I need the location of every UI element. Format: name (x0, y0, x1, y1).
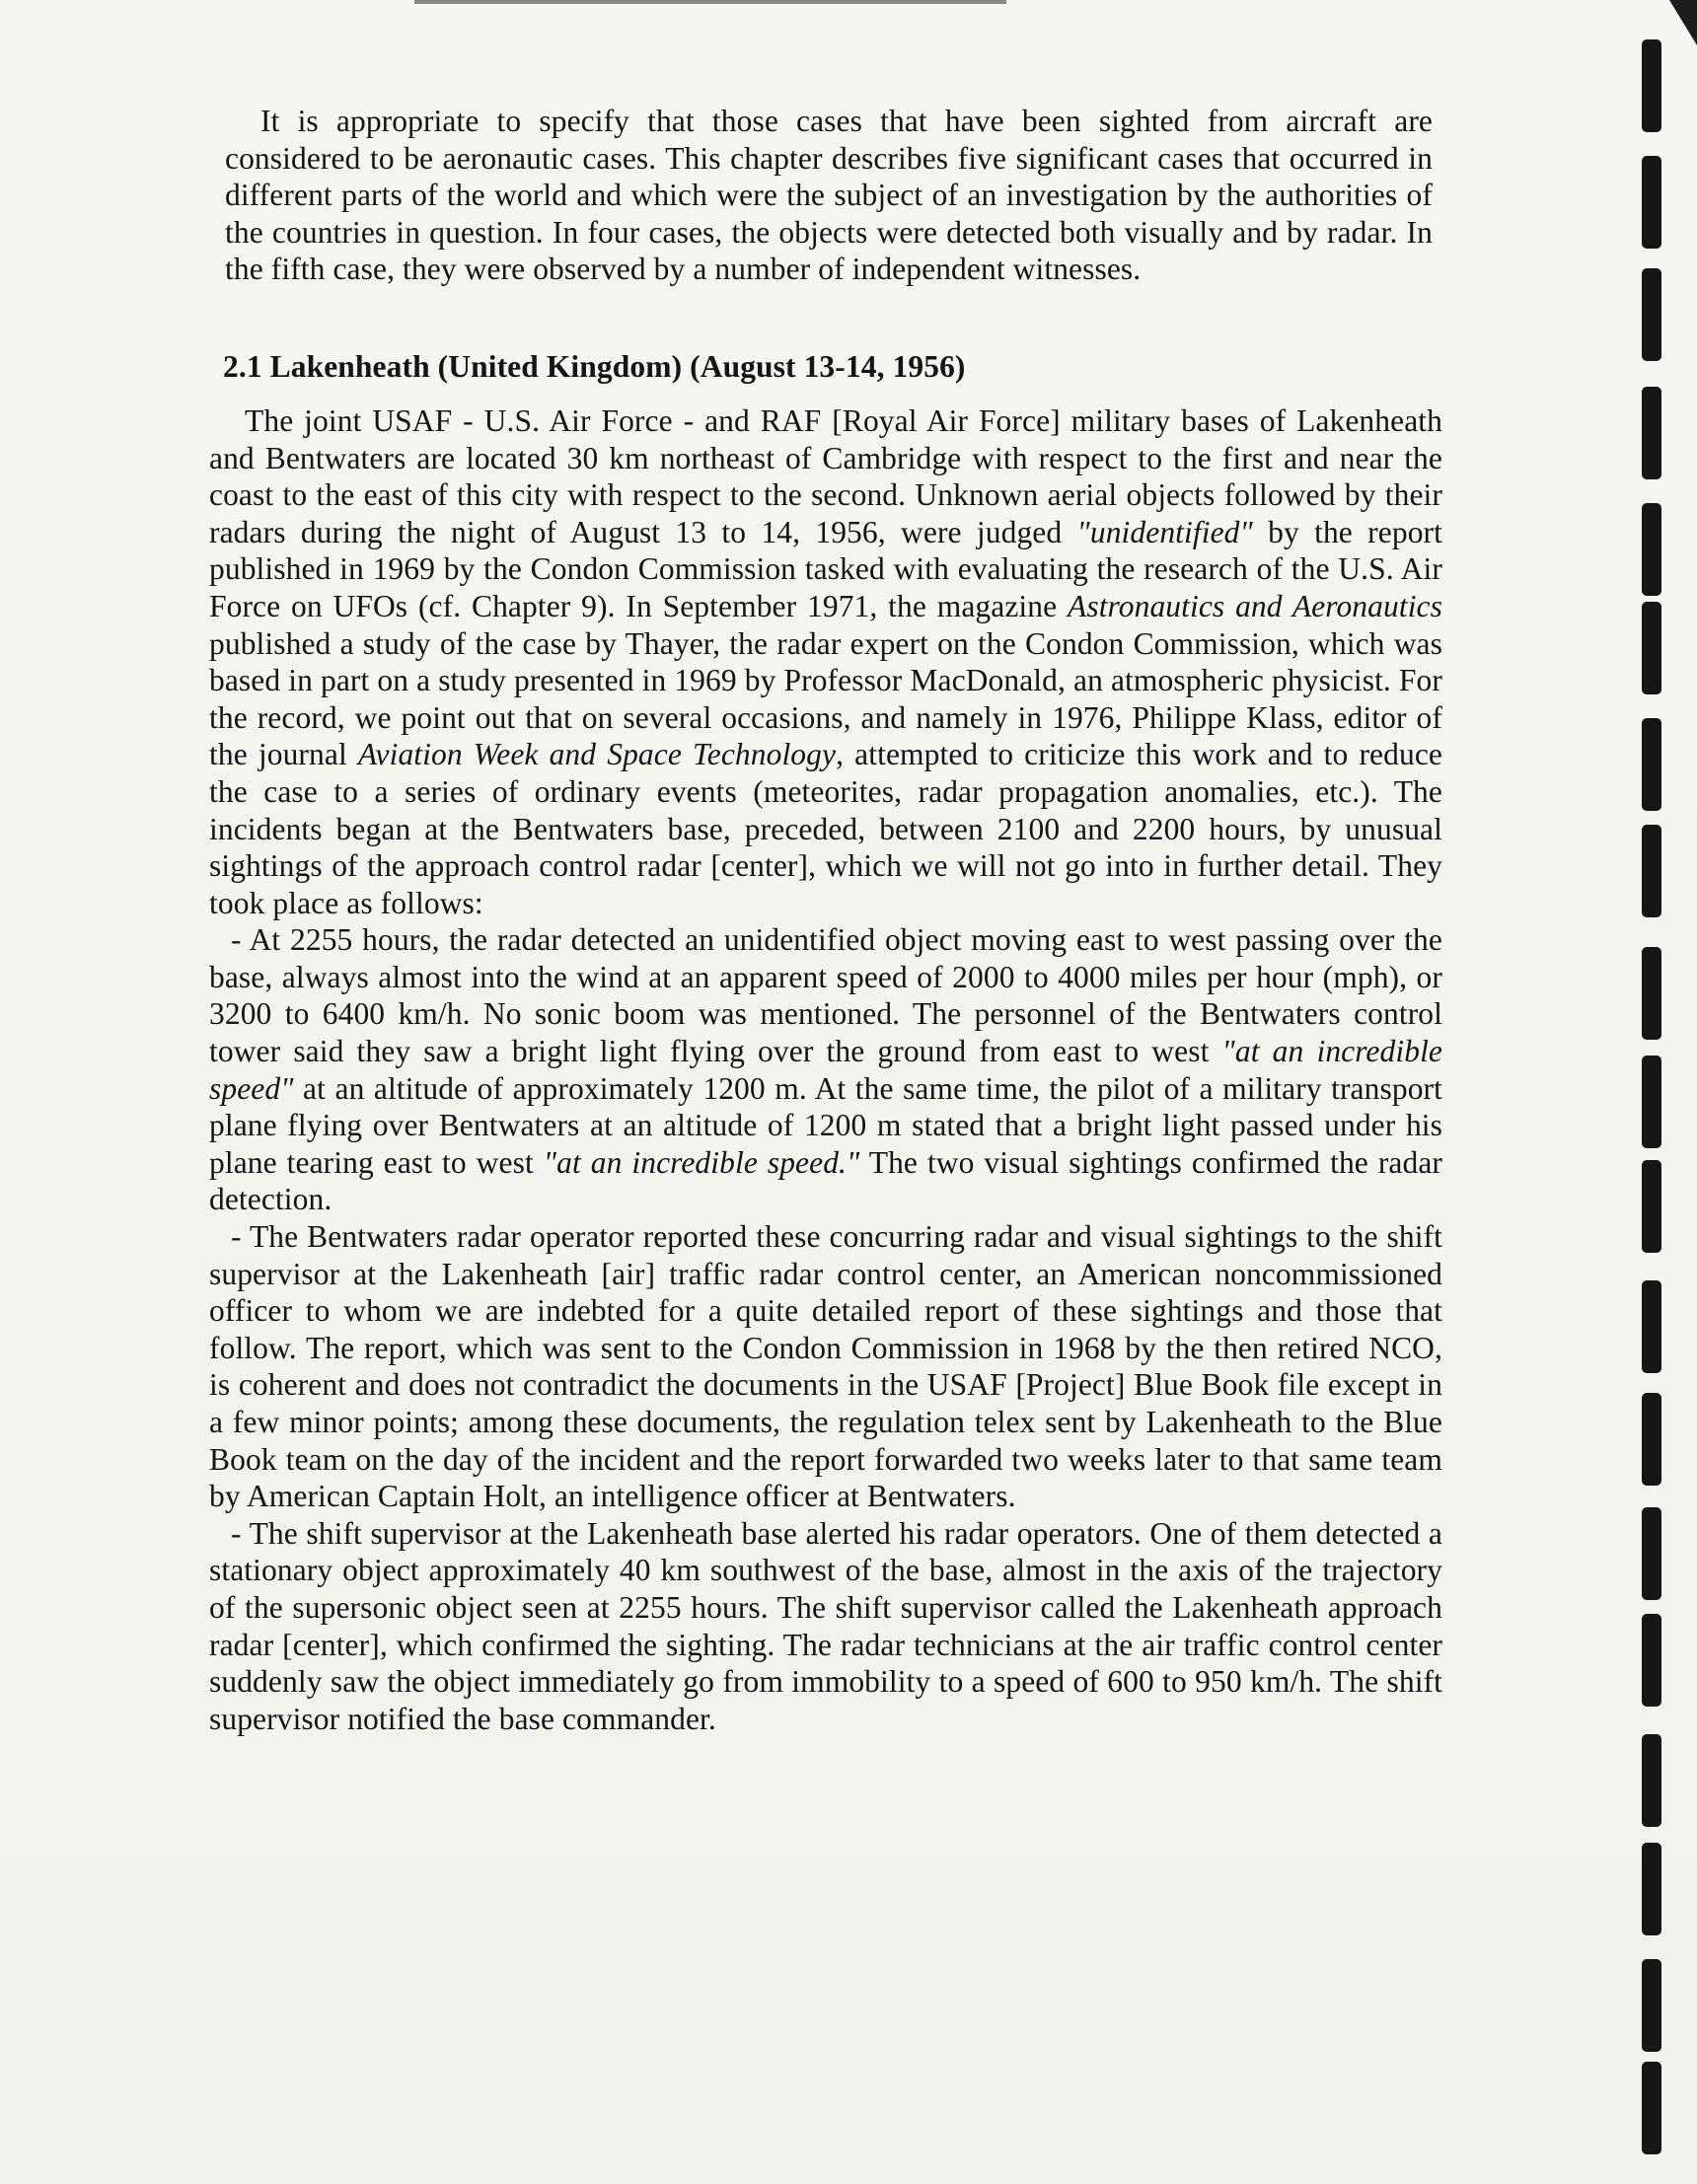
text-segment: at an altitude of approximately 1200 m. At the same time, the pilot of a military transport plane flying over Bentwaters at an altitude of 1200 m stated that a bright light passed under his plane tearing east to west (209, 1070, 1442, 1180)
italic-segment: Astronautics and Aeronautics (1068, 588, 1442, 623)
binder-hole (1642, 1393, 1661, 1486)
binder-hole (1642, 1614, 1661, 1707)
document-body (209, 103, 1442, 1737)
binder-hole (1642, 268, 1661, 361)
binder-holes (1642, 39, 1671, 2184)
italic-segment: "at an incredible speed." (543, 1144, 860, 1180)
italic-segment: "at an incredible speed" (209, 1034, 1442, 1106)
binder-hole (1642, 1959, 1661, 2052)
text-segment: The joint USAF - U.S. Air Force - and RAF [Royal Air Force] military bases of Lakenheath and Bentwaters are located 30 km northeast of Cambridge with respect to the first and near the coast to the east of this city with respect to the second. Unknown aerial objects followed by their radars during the night of August 13 to 14, 1956, were judged (209, 402, 1442, 549)
binder-hole (1642, 947, 1661, 1040)
binder-hole (1642, 387, 1661, 479)
binder-hole (1642, 825, 1661, 917)
text-segment: - At 2255 hours, the radar detected an unidentified object moving east to west passing over the base, always almost into the wind at an apparent speed of 2000 to 4000 miles per hour (mph), or 3200 to 6400 km/h. No sonic boom was mentioned. The personnel of the Bentwaters control tower said they saw a bright light flying over the ground from east to west (209, 922, 1442, 1069)
page-corner-mark (1669, 0, 1697, 45)
binder-hole (1642, 503, 1661, 596)
binder-hole (1642, 39, 1661, 132)
paragraph-shift-supervisor: - The shift supervisor at the Lakenheath base alerted his radar operators. One of them detected a stationary object approximately 40 km southwest of the base, almost in the axis of the trajectory of the supersonic object seen at 2255 hours. The shift supervisor called the Lakenheath approach radar [center], which confirmed the sighting. The radar technicians at the air traffic control center suddenly saw the object immediately go from immobility to a speed of 600 to 950 km/h. The shift supervisor notified the base commander. (209, 1515, 1442, 1736)
binder-hole (1642, 1160, 1661, 1253)
text-segment: The two visual sightings confirmed the radar detection. (209, 1144, 1443, 1217)
binder-hole (1642, 1507, 1661, 1600)
paragraph-lakenheath-overview (209, 402, 1442, 921)
italic-segment: "unidentified" (1076, 514, 1253, 549)
page-top-edge (414, 0, 1006, 4)
text-segment: by the report published in 1969 by the Condon Commission tasked with evaluating the research of the U.S. Air Force on UFOs (cf. Chapter 9). In September 1971, the magazine (209, 514, 1442, 623)
binder-hole (1642, 718, 1661, 811)
italic-segment: Aviation Week and Space Technology (357, 737, 837, 772)
section-heading: 2.1 Lakenheath (United Kingdom) (August 13-14, 1956) (223, 348, 966, 384)
binder-hole (1642, 602, 1661, 694)
binder-hole (1642, 2062, 1661, 2154)
paragraph-2255-hours (209, 921, 1442, 1218)
binder-hole (1642, 1734, 1661, 1827)
text-segment: published a study of the case by Thayer, the radar expert on the Condon Commission, which was based in part on a study presented in 1969 by Professor MacDonald, an atmospheric physicist. For the record, we point out that on several occasions, and namely in 1976, Philippe Klass, editor of the journal (209, 625, 1442, 772)
binder-hole (1642, 1056, 1661, 1148)
text-segment: , attempted to criticize this work and to reduce the case to a series of ordinary events (meteorites, radar propagation anomalies, etc.). The incidents began at the Bentwaters base, preceded, between 2100 and 2200 hours, by unusual sightings of the approach control radar [center], which we will not go into in further detail. They took place as follows: (209, 737, 1442, 920)
paragraph-radar-operator-report: - The Bentwaters radar operator reported these concurring radar and visual sightings to the shift supervisor at the Lakenheath [air] traffic radar control center, an American noncommissioned officer to whom we are indebted for a quite detailed report of these sightings and those that follow. The report, which was sent to the Condon Commission in 1968 by the then retired NCO, is coherent and does not contradict the documents in the USAF [Project] Blue Book file except in a few minor points; among these documents, the regulation telex sent by Lakenheath to the Blue Book team on the day of the incident and the report forwarded two weeks later to that same team by American Captain Holt, an intelligence officer at Bentwaters. (209, 1219, 1442, 1514)
intro-paragraph: It is appropriate to specify that those cases that have been sighted from aircraft are considered to be aeronautic cases. This chapter describes five significant cases that occurred in different parts of the world and which were the subject of an investigation by the authorities of the countries in question. In four cases, the objects were detected both visually and by radar. In the fifth case, they were observed by a number of independent witnesses. (225, 104, 1433, 287)
binder-hole (1642, 1843, 1661, 1935)
binder-hole (1642, 156, 1661, 249)
binder-hole (1642, 1280, 1661, 1373)
